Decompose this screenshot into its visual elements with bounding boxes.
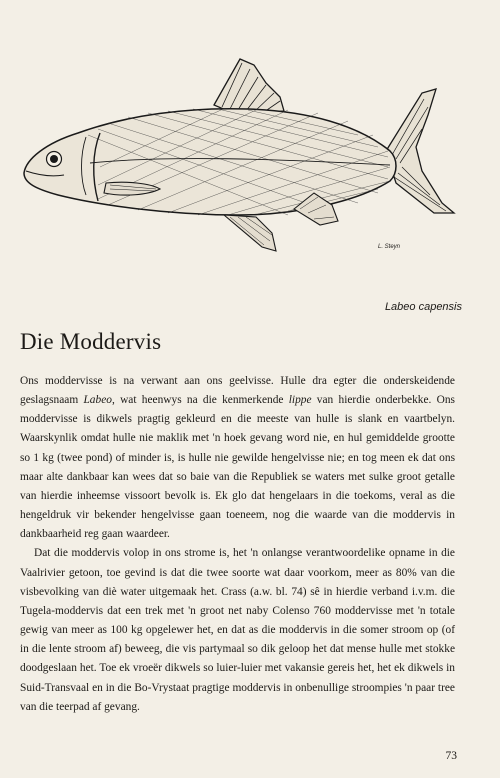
fish-illustration bbox=[18, 55, 466, 255]
chapter-title: Die Moddervis bbox=[20, 329, 162, 354]
figure-caption: Labeo capensis bbox=[384, 301, 462, 313]
paragraph-2 bbox=[20, 544, 455, 716]
body-text bbox=[20, 372, 455, 717]
page-number: 73 bbox=[445, 750, 457, 762]
illustrator-signature: L. Steyn bbox=[378, 244, 401, 250]
text-run: van hierdie onderbekke. Ons moddervisse is dikwels pragtig gekleurd en die meeste van hulle is slank en vaartbelyn. Waarskynlik omdat hulle nie maklik met 'n hoek gevang word nie, en hul gemiddelde grootte so 1 kg (twee pond) of minder is, is hulle nie gewilde hengelvisse nie; en tog meen ek dat ons maar alte dankbaar kan wees dat so baie van die Republiek se waters met sulke groot getalle van hierdie inheemse vissoort bevolk is. Ek glo dat hengelaars in die toekoms, veral as die hengeldruk vir bekender hengelvisse gaan toeneem, nog die waarde van die moddervis in dankbaarheid reg gaan waardeer. bbox=[20, 394, 455, 541]
italic-term-lippe: lippe bbox=[288, 394, 312, 407]
italic-term-labeo: Labeo bbox=[83, 394, 112, 407]
text-run: Ons moddervisse is na verwant aan ons geelvisse. Hulle dra egter die onderskeidende geslagsnaam bbox=[20, 375, 455, 407]
paragraph-1 bbox=[20, 372, 455, 544]
text-run: Dat die moddervis volop in ons strome is, het 'n onlangse verantwoordelike opname in die Vaalrivier getoon, toe gevind is dat die twee soorte wat daar voorkom, meer as 80% van die visbevolking van diè water uitgemaak het. Crass (a.w. bl. 74) sê in hierdie verband i.v.m. die Tugela-moddervis dat een trek met 'n groot net naby Colenso 760 moddervisse met 'n totale gewig van meer as 100 kg opgelewer het, en dat as die moddervis in die somer stroom op (of in die lente stroom af) beweeg, die vis partymaal so dik geloop het dat mense hulle met stokke doodgeslaan het. Toe ek vroeër dikwels so luier-luier met vakansie gereis het, het ek dikwels in Suid-Transvaal en in die Bo-Vrystaat pragtige moddervis in onbenullige stroompies 'n paar tree van die teerpad af gevang. bbox=[20, 547, 455, 713]
text-run: , wat heenwys na die kenmerkende bbox=[111, 394, 289, 407]
